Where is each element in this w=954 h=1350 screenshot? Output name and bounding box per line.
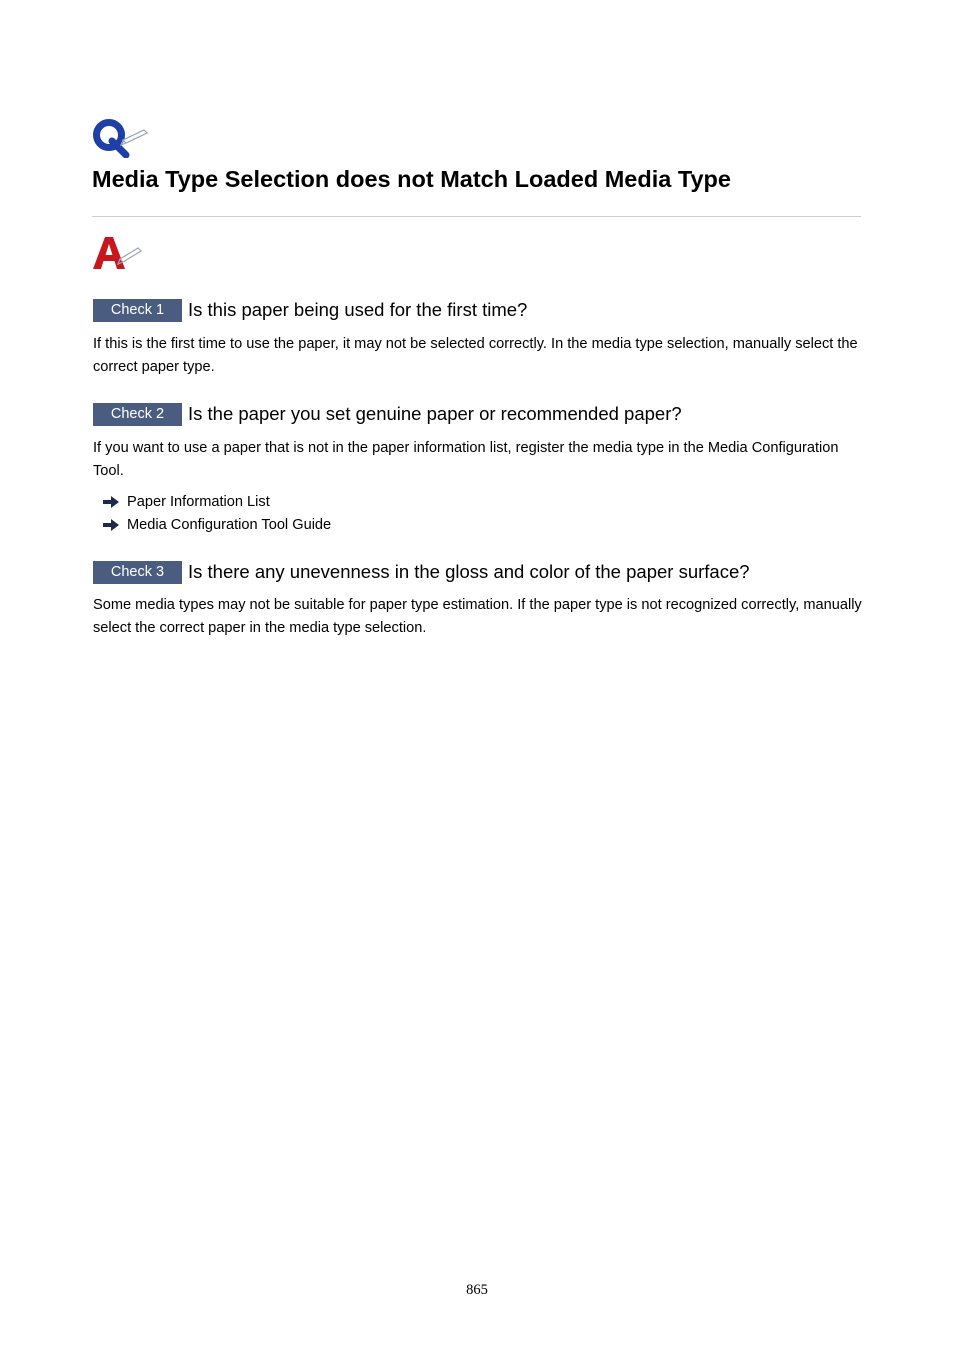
check-question: Is there any unevenness in the gloss and color of the paper surface? <box>188 561 750 582</box>
check-2-text: If you want to use a paper that is not in the paper information list, register the media type in the Media Configuration Tool. <box>93 440 839 479</box>
check-2-heading <box>93 402 682 426</box>
media-configuration-tool-guide-link[interactable] <box>103 515 331 535</box>
question-q-icon <box>92 118 148 158</box>
link-label: Media Configuration Tool Guide <box>127 517 332 533</box>
link-label: Paper Information List <box>127 494 270 510</box>
answer-a-icon <box>92 235 142 271</box>
check-badge: Check 1 <box>93 299 182 322</box>
check-1-heading <box>93 298 527 322</box>
check-1-text: If this is the first time to use the paper, it may not be selected correctly. In the media type selection, manually select the correct paper type. <box>93 336 858 375</box>
page-title: Media Type Selection does not Match Loaded Media Type <box>92 166 731 192</box>
check-3-heading <box>93 560 750 584</box>
title-divider <box>92 216 861 217</box>
check-question: Is this paper being used for the first time? <box>188 299 528 320</box>
right-arrow-icon <box>103 496 119 508</box>
paper-information-list-link[interactable] <box>103 492 270 512</box>
check-question: Is the paper you set genuine paper or recommended paper? <box>188 403 682 424</box>
check-3-text: Some media types may not be suitable for paper type estimation. If the paper type is not recognized correctly, manually select the correct paper in the media type selection. <box>93 597 862 636</box>
check-badge: Check 2 <box>93 403 182 426</box>
right-arrow-icon <box>103 519 119 531</box>
page-number: 865 <box>466 1282 488 1298</box>
check-badge: Check 3 <box>93 561 182 584</box>
